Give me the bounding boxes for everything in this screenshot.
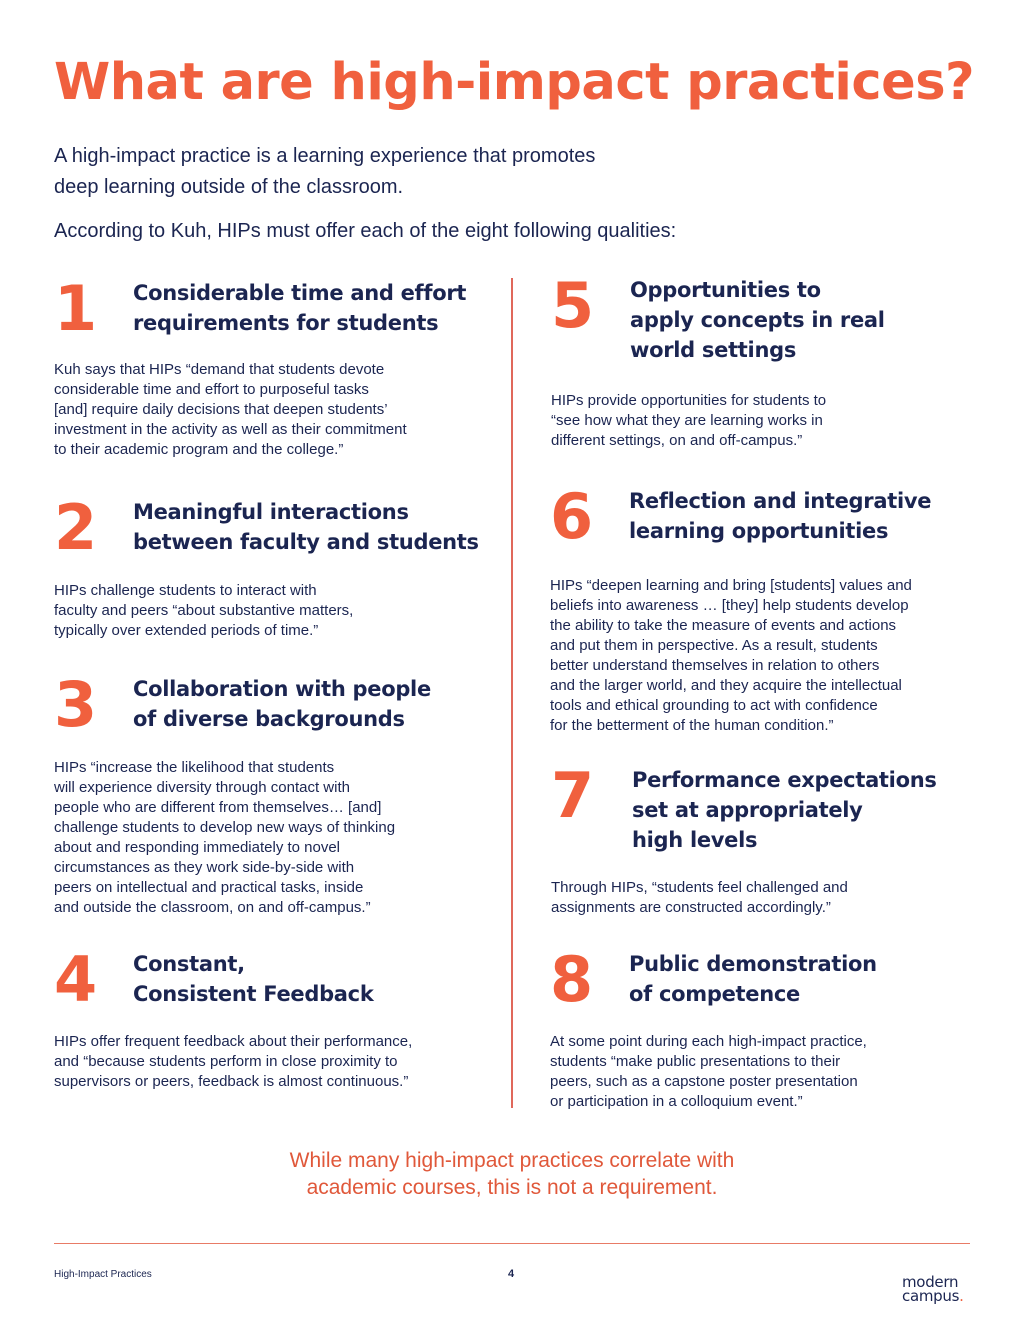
column-divider — [511, 278, 513, 1108]
item-number: 5 — [551, 269, 595, 342]
item-number: 1 — [54, 272, 98, 345]
item-heading: Collaboration with people of diverse backgrounds — [133, 677, 431, 731]
item-description: HIPs “deepen learning and bring [students] values and beliefs into awareness … [they] help students develop the ability to take the measure of events and actions and put them in perspective. As a result, students better understand themselves in relation to others and the larger world, and they acquire the intellectual tools and ethical grounding to act with confidence for the betterment of the human condition.” — [550, 577, 912, 734]
item-heading: Performance expectations set at appropriately high levels — [632, 768, 937, 852]
lead-paragraph: According to Kuh, HIPs must offer each of the eight following qualities: — [54, 220, 677, 242]
page-number: 4 — [508, 1268, 515, 1280]
logo-dot-icon: . — [959, 1287, 964, 1305]
item-number: 3 — [54, 668, 98, 741]
item-heading: Opportunities to apply concepts in real world settings — [630, 278, 885, 362]
footer-rule — [54, 1243, 970, 1244]
item-number: 2 — [54, 491, 98, 564]
item-number: 7 — [551, 759, 595, 832]
item-heading: Public demonstration of competence — [629, 952, 877, 1006]
page-title: What are high-impact practices? — [54, 53, 975, 112]
intro-paragraph: A high-impact practice is a learning experience that promotes deep learning outside of the classroom. — [54, 145, 596, 198]
item-description: Through HIPs, “students feel challenged and assignments are constructed accordingly.” — [551, 879, 848, 916]
item-description: HIPs challenge students to interact with faculty and peers “about substantive matters, typically over extended periods of time.” — [54, 582, 354, 639]
item-heading: Reflection and integrative learning opportunities — [629, 489, 932, 543]
item-description: At some point during each high-impact practice, students “make public presentations to their peers, such as a capstone poster presentation or participation in a colloquium event.” — [550, 1033, 867, 1110]
item-description: Kuh says that HIPs “demand that students devote considerable time and effort to purposeful tasks [and] require daily decisions that deepen students’ investment in the activity as well as their commitment to their academic program and the college.” — [54, 361, 407, 458]
item-heading: Constant, Consistent Feedback — [133, 952, 374, 1006]
modern-campus-logo — [902, 1261, 964, 1303]
logo-text: modern campus — [902, 1273, 960, 1305]
item-heading: Considerable time and effort requirements for students — [133, 281, 467, 335]
item-description: HIPs “increase the likelihood that students will experience diversity through contact with people who are different from themselves… [and] challenge students to develop new ways of thinking about and responding immediately to novel circumstances as they work side-by-side with peers on intellectual and practical tasks, inside and outside the classroom, on and off-campus.” — [54, 759, 396, 916]
item-number: 8 — [550, 943, 594, 1016]
item-number: 6 — [550, 480, 594, 553]
item-description: HIPs provide opportunities for students to “see how what they are learning works in different settings, on and off-campus.” — [551, 392, 827, 449]
item-heading: Meaningful interactions between faculty and students — [133, 500, 479, 554]
callout-note: While many high-impact practices correlate with academic courses, this is not a requirement. — [289, 1149, 735, 1199]
item-number: 4 — [54, 943, 98, 1016]
footer-document-title: High-Impact Practices — [54, 1269, 152, 1280]
item-description: HIPs offer frequent feedback about their performance, and “because students perform in close proximity to supervisors or peers, feedback is almost continuous.” — [54, 1033, 413, 1090]
